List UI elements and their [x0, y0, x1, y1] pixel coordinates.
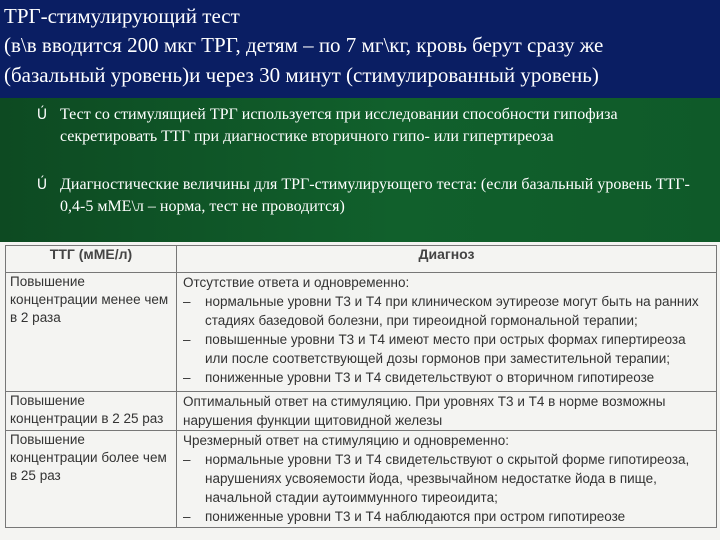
- slide-title: ТРГ-стимулирующий тест: [4, 4, 240, 28]
- table-cell-tsh: Повышение концентрации менее чем в 2 раза: [6, 273, 177, 392]
- table-cell-tsh: Повышение концентрации в 2 25 раз: [6, 392, 177, 431]
- diagnosis-table-image: [0, 242, 720, 540]
- diagnosis-intro: Оптимальный ответ на стимуляцию. При уровнях Т3 и Т4 в норме возможны нарушения функции щитовидной железы: [183, 394, 666, 428]
- table-cell-diagnosis: [177, 431, 717, 528]
- diagnosis-table: [5, 245, 717, 528]
- list-item-text: нормальные уровни Т3 и Т4 свидетельствуют о скрытой форме гипотиреоза, нарушениях усвояемости йода, чрезвычайном недостатке йода в пище, начальной стадии аутоиммунного тиреоидита;: [205, 452, 690, 505]
- list-item: – пониженные уровни Т3 и Т4 наблюдаются при остром гипотиреозе: [183, 507, 712, 526]
- list-item-text: нормальные уровни Т3 и Т4 при клиническом эутиреозе могут быть на ранних стадиях базедовой болезни, при тиреоидной гормональной терапии;: [205, 294, 699, 328]
- table-header-diagnosis: Диагноз: [177, 246, 717, 273]
- list-item: – нормальные уровни Т3 и Т4 свидетельствуют о скрытой форме гипотиреоза, нарушениях усвояемости йода, чрезвычайном недостатке йода в пище, начальной стадии аутоиммунного тиреоидита;: [183, 450, 712, 507]
- bullet-item: [36, 104, 700, 148]
- bullet-list: [0, 100, 720, 242]
- list-item-text: пониженные уровни Т3 и Т4 наблюдаются при остром гипотиреозе: [205, 509, 626, 524]
- list-item: – нормальные уровни Т3 и Т4 при клиническом эутиреозе могут быть на ранних стадиях базедовой болезни, при тиреоидной гормональной терапии;: [183, 292, 712, 330]
- table-row: [6, 273, 717, 392]
- bullet-marker-icon: Ú: [36, 177, 48, 193]
- bullet-item: [36, 174, 700, 218]
- table-cell-tsh: Повышение концентрации более чем в 25 раз: [6, 431, 177, 528]
- table-row: [6, 431, 717, 528]
- list-item: – повышенные уровни Т3 и Т4 имеют место при острых формах гипертиреоза или после соответствующей дозы гормонов при заместительной терапии;: [183, 330, 712, 368]
- table-cell-diagnosis: [177, 273, 717, 392]
- table-header-tsh: ТТГ (мМЕ/л): [6, 246, 177, 273]
- bullet-text: Диагностические величины для ТРГ-стимулирующего теста: (если базальный уровень ТТГ- 0,4-5 мМЕ\л – норма, тест не проводится): [60, 176, 690, 215]
- list-item-text: пониженные уровни Т3 и Т4 свидетельствуют о вторичном гипотиреозе: [205, 370, 655, 385]
- bullet-marker-icon: Ú: [36, 107, 48, 123]
- table-row: [6, 392, 717, 431]
- list-item-text: повышенные уровни Т3 и Т4 имеют место при острых формах гипертиреоза или после соответствующей дозы гормонов при заместительной терапии;: [205, 332, 686, 366]
- bullet-text: Тест со стимулящией ТРГ используется при исследовании способности гипофиза секретировать ТТГ при диагностике вторичного гипо- или гипертиреоза: [60, 106, 618, 145]
- title-subline-2: (базальный уровень)и через 30 минут (стимулированный уровень): [4, 63, 599, 87]
- slide-title-block: [0, 0, 720, 98]
- list-item: – пониженные уровни Т3 и Т4 свидетельствуют о вторичном гипотиреозе: [183, 368, 712, 387]
- diagnosis-intro: Отсутствие ответа и одновременно:: [183, 275, 410, 290]
- diagnosis-intro: Чрезмерный ответ на стимуляцию и одновременно:: [183, 433, 509, 448]
- table-cell-diagnosis: [177, 392, 717, 431]
- title-subline-1: (в\в вводится 200 мкг ТРГ, детям – по 7 мг\кг, кровь берут сразу же: [4, 33, 604, 57]
